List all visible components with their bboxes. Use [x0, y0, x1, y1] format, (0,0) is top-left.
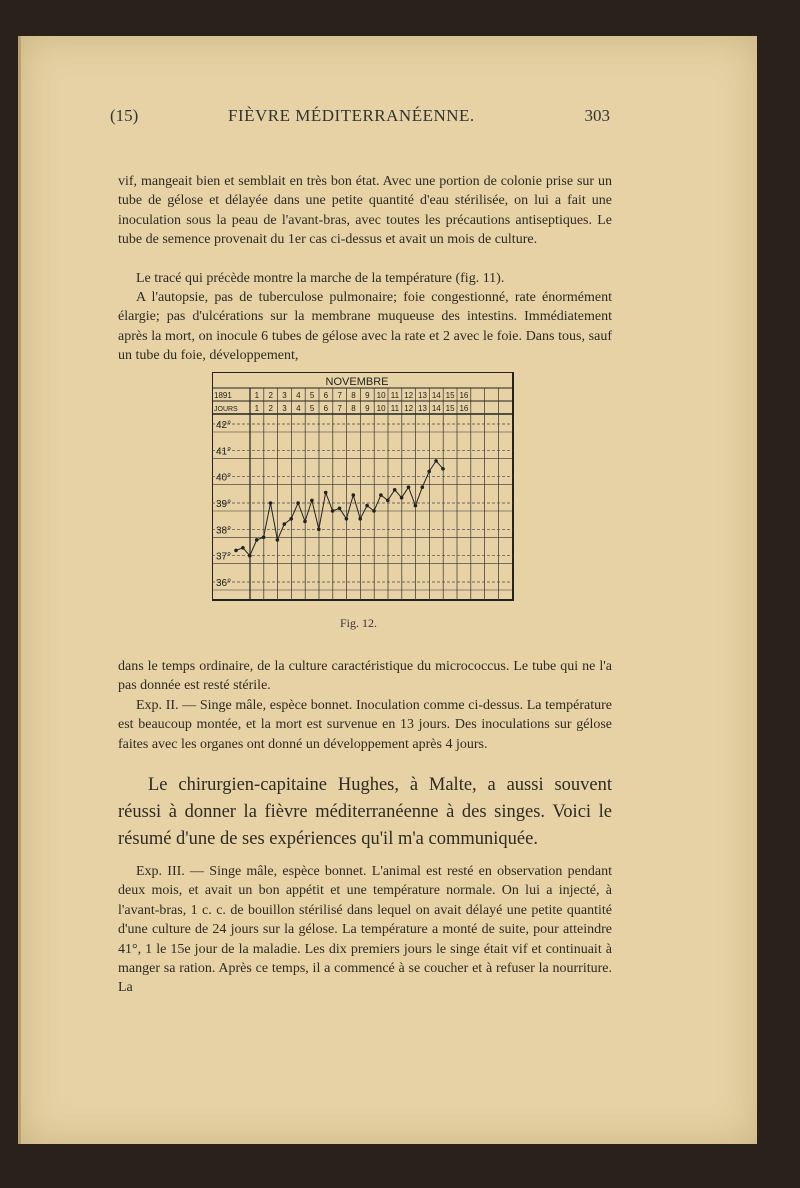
y-tick-label: 37° [216, 551, 232, 563]
temperature-point [283, 522, 287, 526]
date-label: 7 [337, 391, 342, 400]
temperature-point [262, 535, 266, 539]
temperature-point [372, 509, 376, 513]
paragraph-autopsy: A l'autopsie, pas de tuberculose pulmonaire; foie congestionné, rate énormément élargie; pas d'ulcérations sur la membrane muqueuse des intestins. Immédiatement après la mort, on inocule 6 tubes de gélose avec la rate et 2 avec le foie. Dans tous, sauf un tube du foie, développement, [118, 290, 612, 364]
temperature-point [386, 499, 390, 503]
y-tick-label: 42° [216, 420, 232, 431]
day-label: 15 [445, 404, 455, 413]
day-label: 9 [365, 404, 370, 413]
temperature-point [393, 488, 397, 492]
temperature-point [296, 501, 300, 505]
page-number: 303 [584, 106, 610, 125]
day-label: 2 [268, 404, 273, 413]
day-label: 12 [404, 404, 414, 413]
date-label: 13 [418, 391, 427, 400]
date-label: 16 [459, 391, 469, 400]
day-label: 14 [431, 404, 441, 413]
temperature-point [427, 470, 431, 474]
running-header [110, 106, 610, 130]
temperature-point [255, 538, 259, 542]
date-label: 2 [268, 391, 273, 400]
date-label: 4 [296, 391, 301, 400]
day-label: 4 [296, 404, 301, 413]
temperature-point [414, 504, 418, 508]
date-label: 3 [282, 391, 287, 400]
temperature-point [324, 491, 328, 495]
temperature-point [241, 546, 245, 550]
date-label: 6 [323, 391, 329, 400]
date-label: 1 [254, 391, 260, 400]
temperature-point [379, 493, 383, 497]
chapter-number: (15) [110, 106, 139, 125]
temperature-point [310, 499, 314, 503]
temperature-point [352, 493, 356, 497]
day-label: 16 [459, 404, 469, 413]
day-label: 8 [351, 404, 356, 413]
y-tick-label: 40° [216, 472, 232, 484]
temperature-point [289, 517, 293, 521]
y-tick-label: 39° [216, 499, 232, 510]
paragraph-continuation: vif, mangeait bien et semblait en très bon état. Avec une portion de colonie prise sur un tube de gélose et délayée dans une petite quantité d'eau stérilisée, on lui a fait une inoculation sous la peau de l'avant-bras, avec toutes les précautions antiseptiques. Le tube de semence provenait du 1er cas ci-dessus et avait un mois de culture. [118, 174, 612, 248]
date-label: 11 [390, 391, 400, 400]
date-label: 5 [309, 391, 315, 400]
running-title: FIÈVRE MÉDITERRANÉENNE. [228, 106, 475, 125]
paragraph-trace: Le tracé qui précède montre la marche de la température (fig. 11). [136, 271, 505, 286]
temperature-point [345, 517, 349, 521]
day-label: 1 [254, 404, 260, 413]
temperature-point [248, 554, 252, 558]
chart-title: NOVEMBRE [325, 376, 389, 388]
temperature-point [441, 467, 445, 471]
temperature-point [407, 485, 411, 489]
y-tick-label: 38° [216, 525, 232, 537]
date-label: 14 [431, 391, 441, 400]
temperature-point [365, 504, 369, 508]
temperature-point [269, 501, 273, 505]
temperature-point [276, 538, 280, 542]
temperature-point [331, 509, 335, 513]
day-label: 5 [309, 404, 315, 413]
temperature-chart [212, 372, 514, 602]
temperature-point [434, 459, 438, 463]
day-label: 7 [337, 404, 342, 413]
temperature-point [400, 496, 404, 500]
paragraph-hughes: Le chirurgien-capitaine Hughes, à Malte, a aussi souvent réussi à donner la fièvre méditerranéenne à des singes. Voici le résumé d'une de ses expériences qu'il m'a communiquée. [118, 775, 612, 849]
figure-caption: Fig. 12. [340, 616, 378, 630]
y-tick-label: 41° [216, 446, 232, 458]
paragraph-exp-2: Exp. II. — Singe mâle, espèce bonnet. Inoculation comme ci-dessus. La température est beaucoup montée, et la mort est survenue en 13 jours. Des inoculations sur gélose faites avec les organes ont donné un développement après 4 jours. [118, 698, 612, 752]
days-label: JOURS [214, 406, 238, 413]
temperature-point [234, 549, 238, 553]
temperature-point [338, 507, 342, 511]
date-label: 10 [376, 391, 386, 400]
temperature-point [421, 485, 425, 489]
date-label: 12 [404, 391, 414, 400]
date-label: 15 [445, 391, 455, 400]
paragraph-culture: dans le temps ordinaire, de la culture caractéristique du micrococcus. Le tube qui ne l'a pas donnée est resté stérile. [118, 659, 612, 694]
year-label: 1891 [214, 391, 232, 400]
day-label: 13 [418, 404, 427, 413]
day-label: 3 [282, 404, 287, 413]
temperature-point [317, 528, 321, 532]
paragraph-exp-3: Exp. III. — Singe mâle, espèce bonnet. L'animal est resté en observation pendant deux mois, et avait un bon appétit et une température normale. On lui a injecté, à l'avant-bras, 1 c. c. de bouillon stérilisé dans lequel on avait délayé une petite quantité d'une culture de 24 jours sur la gélose. La température a monté de suite, pour atteindre 41°, 1 le 15e jour de la maladie. Les dix premiers jours le singe était vif et continuait à manger sa ration. Après ce temps, il a commencé à se coucher et à refuser la nourriture. La [118, 864, 612, 996]
day-label: 10 [376, 404, 386, 413]
temperature-point [303, 520, 307, 524]
date-label: 8 [351, 391, 356, 400]
day-label: 11 [390, 404, 400, 413]
date-label: 9 [365, 391, 370, 400]
day-label: 6 [323, 404, 329, 413]
y-tick-label: 36° [216, 578, 232, 589]
temperature-point [358, 517, 362, 521]
